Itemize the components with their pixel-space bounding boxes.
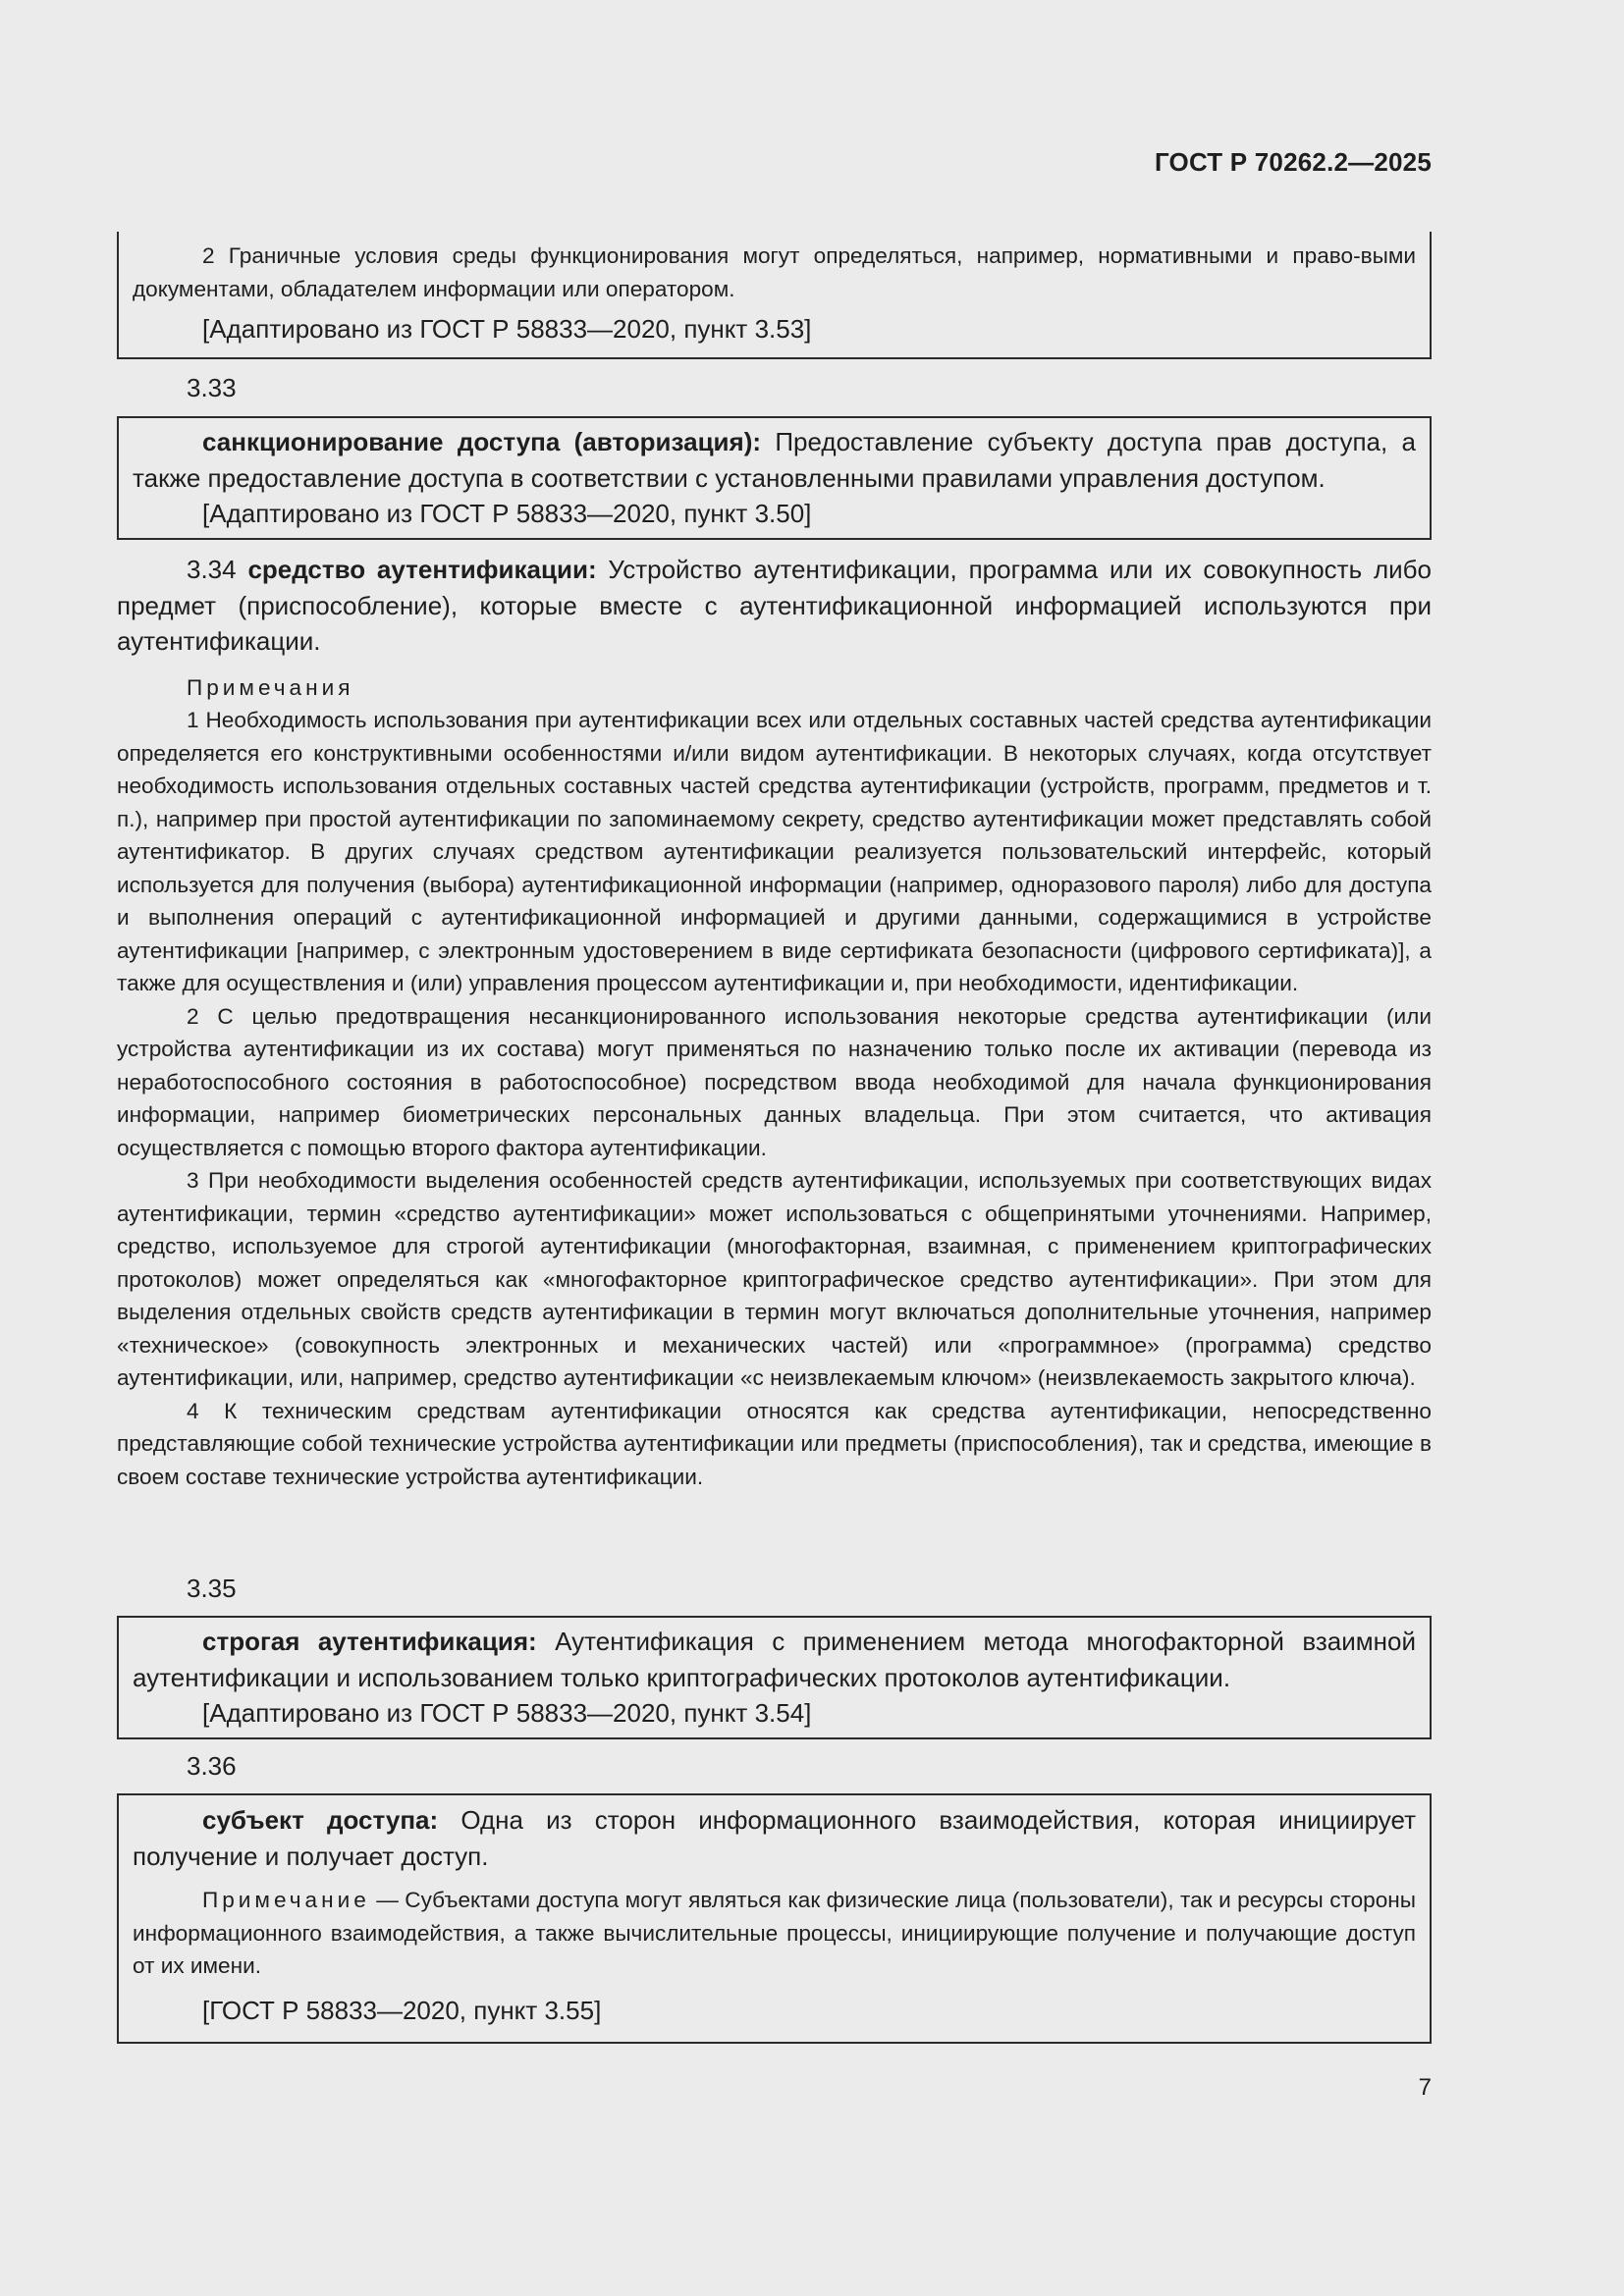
term-3-34-definition: [117, 552, 1432, 660]
term-3-35-text: Аутентификация с применением метода многофакторной взаимной аутентификации и использованием только криптографических протоколов аутентификации.: [133, 1627, 1417, 1692]
term-3-35-source: [Адаптировано из ГОСТ Р 58833—2020, пункт 3.54]: [202, 1698, 812, 1728]
term-3-36-number: 3.36: [187, 1751, 237, 1781]
term-3-32-source: [Адаптировано из ГОСТ Р 58833—2020, пункт 3.53]: [202, 314, 812, 344]
term-3-34-notes: [117, 704, 1432, 1493]
term-3-34-term: средство аутентификации:: [247, 555, 597, 584]
term-3-36-definition: [133, 1802, 1416, 1874]
term-3-36-box: [117, 1793, 1432, 2044]
term-3-34-note-4: 4 К техническим средствам аутентификации относятся как средства аутентификации, непосредственно представляющие собой технические устройства аутентификации или предметы (приспособления), так и средства, имеющие в своем составе технические устройства аутентификации.: [117, 1398, 1432, 1489]
term-3-33-term: санкционирование доступа (авторизация):: [202, 427, 762, 456]
document-page: [117, 0, 1432, 2296]
term-3-36-note-text: — Субъектами доступа могут являться как физические лица (пользователи), так и ресурсы стороны информационного взаимодействия, а также вычислительные процессы, инициирующие получение и получающие доступ от их имени.: [133, 1888, 1416, 1978]
term-3-34-note-2: 2 С целью предотвращения несанкционированного использования некоторые средства аутентификации (или устройства аутентификации из их состава) могут применяться по назначению только после их активации (перевода из неработоспособного состояния в работоспособное) посредством ввода необходимой для начала функционирования информации, например биометрических персональных данных владельца. При этом считается, что активация осуществляется с помощью второго фактора аутентификации.: [117, 1003, 1432, 1160]
term-3-33-source: [Адаптировано из ГОСТ Р 58833—2020, пункт 3.50]: [202, 499, 812, 528]
term-3-36-note-label: Примечание: [202, 1888, 370, 1912]
term-3-36-source: [ГОСТ Р 58833—2020, пункт 3.55]: [202, 1995, 602, 2025]
term-3-32-note-2: 2 Граничные условия среды функционирования могут определяться, например, нормативными и право-выми документами, обладателем информации или оператором.: [133, 243, 1416, 301]
term-3-35-box: [117, 1616, 1432, 1739]
term-3-33-text: Предоставление субъекту доступа прав доступа, а также предоставление доступа в соответствии с установленными правилами управления доступом.: [133, 427, 1417, 493]
term-3-34-note-3: 3 При необходимости выделения особенностей средств аутентификации, используемых при соответствующих видах аутентификации, термин «средство аутентификации» может использоваться с общепринятыми уточнениями. Например, средство, используемое для строгой аутентификации (многофакторная, взаимная, с применением криптографических протоколов) может определяться как «многофакторное криптографическое средство аутентификации». При этом для выделения отдельных свойств средств аутентификации в термин могут включаться дополнительные уточнения, например «техническое» (совокупность электронных и механических частей) или «программное» (программа) средство аутентификации, или, например, средство аутентификации «с неизвлекаемым ключом» (неизвлекаемость закрытого ключа).: [117, 1168, 1432, 1390]
term-3-34-note-1: 1 Необходимость использования при аутентификации всех или отдельных составных частей средства аутентификации определяется его конструктивными особенностями и/или видом аутентификации. В некоторых случаях, когда отсутствует необходимость использования отдельных составных частей средства аутентификации (устройств, программ, предметов и т. п.), например при простой аутентификации по запоминаемому секрету, средство аутентификации может представлять собой аутентификатор. В других случаях средством аутентификации реализуется пользовательский интерфейс, который используется для получения (выбора) аутентификационной информации (например, одноразового пароля) либо для доступа и выполнения операций с аутентификационной информацией и другими данными, содержащимися в устройстве аутентификации [например, с электронным удостоверением в виде сертификата безопасности (цифрового сертификата)], а также для осуществления и (или) управления процессом аутентификации и, при необходимости, идентификации.: [117, 708, 1432, 995]
term-3-33-number: 3.33: [187, 373, 237, 402]
term-3-34-number: 3.34: [187, 555, 237, 584]
term-3-33-box: [117, 416, 1432, 540]
term-3-34-notes-heading: Примечания: [187, 675, 354, 700]
page-number: 7: [1418, 2074, 1432, 2101]
term-3-36-note: [133, 1884, 1416, 1983]
term-3-32-box: [117, 232, 1432, 359]
term-3-35-term: строгая аутентификация:: [202, 1627, 537, 1656]
document-header: ГОСТ Р 70262.2—2025: [1154, 147, 1432, 177]
term-3-34-text: Устройство аутентификации, программа или их совокупность либо предмет (приспособление), которые вместе с аутентификационной информацией используются при аутентификации.: [117, 555, 1432, 656]
term-3-35-definition: [133, 1624, 1416, 1695]
term-3-36-term: субъект доступа:: [202, 1805, 439, 1835]
term-3-33-definition: [133, 424, 1416, 496]
term-3-35-number: 3.35: [187, 1574, 237, 1603]
term-3-36-text: Одна из сторон информационного взаимодействия, которая инициирует получение и получает доступ.: [133, 1805, 1417, 1871]
